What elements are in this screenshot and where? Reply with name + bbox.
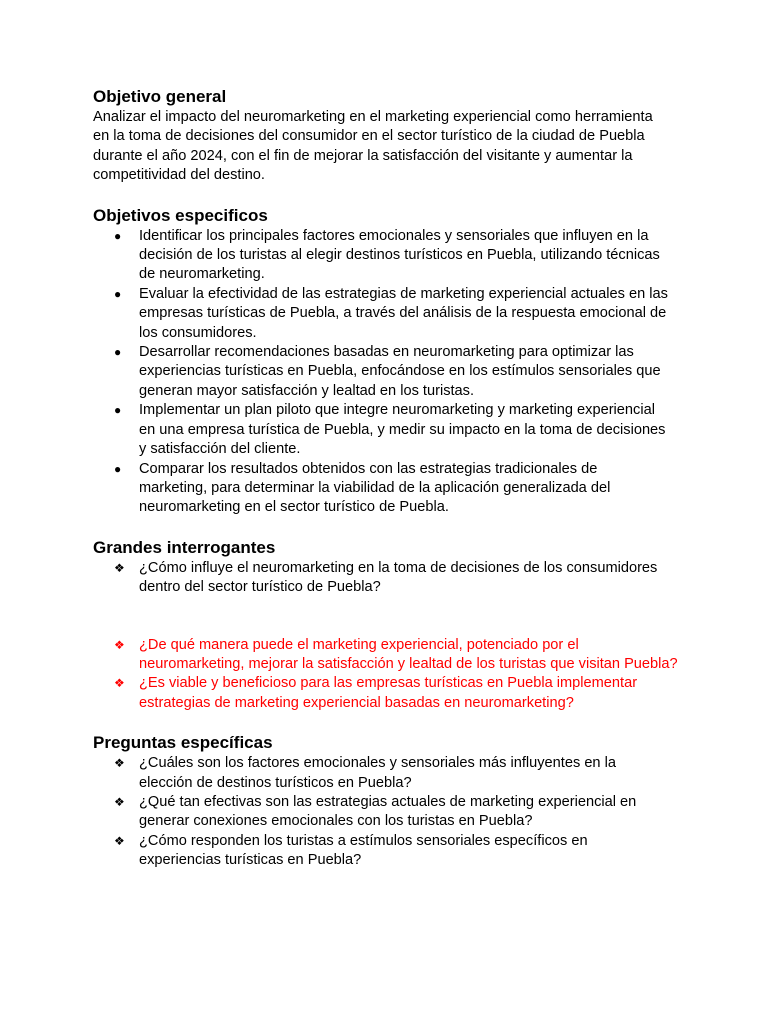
list-item	[93, 832, 669, 871]
big-questions-heading: Grandes interrogantes	[93, 537, 276, 557]
list-item-text: Evaluar la efectividad de las estrategias de marketing experiencial actuales en las empresas turísticas de Puebla, a través del análisis de la respuesta emocional de los consumidores.	[139, 285, 668, 341]
list-item	[93, 460, 669, 518]
list-item-text: ¿Qué tan efectivas son las estrategias actuales de marketing experiencial en generar conexiones emocionales con los turistas en Puebla?	[139, 793, 637, 830]
big-questions-list	[93, 559, 678, 598]
specific-questions-list	[93, 754, 678, 870]
specific-questions-heading: Preguntas específicas	[93, 733, 273, 753]
list-item	[93, 285, 669, 343]
list-item-text: Identificar los principales factores emocionales y sensoriales que influyen en la decisión de los turistas al elegir destinos turísticos en Puebla, utilizando técnicas de neuromarketing.	[139, 227, 660, 283]
diamond-bullet-icon: ❖	[114, 833, 125, 848]
list-item-highlighted	[93, 674, 684, 713]
diamond-bullet-icon: ❖	[114, 756, 125, 771]
diamond-bullet-icon: ❖	[114, 676, 125, 691]
specific-objectives-heading: Objetivos especificos	[93, 205, 268, 225]
big-questions-highlighted-list	[93, 636, 678, 714]
general-objective-section	[93, 86, 678, 186]
list-item	[93, 793, 669, 832]
list-item	[93, 401, 669, 459]
general-objective-text: Analizar el impacto del neuromarketing en el marketing experiencial como herramienta en la toma de decisiones del consumidor en el sector turístico de la ciudad de Puebla durante el año 2024, con el fin de mejorar la satisfacción del visitante y aumentar la competitividad del destino.	[93, 109, 653, 184]
list-item-highlighted	[93, 636, 684, 675]
bullet-dot-icon: ●	[114, 286, 122, 301]
diamond-bullet-icon: ❖	[114, 794, 125, 809]
bullet-dot-icon: ●	[114, 345, 122, 360]
bullet-dot-icon: ●	[114, 461, 122, 476]
list-item-text: Implementar un plan piloto que integre neuromarketing y marketing experiencial en una empresa turística de Puebla, y medir su impacto en la toma de decisiones y satisfacción del cliente.	[139, 402, 666, 458]
list-item-text: ¿Cuáles son los factores emocionales y sensoriales más influyentes en la elección de destinos turísticos en Puebla?	[139, 755, 616, 791]
list-item	[93, 343, 669, 401]
list-item	[93, 559, 669, 598]
diamond-bullet-icon: ❖	[114, 560, 125, 575]
list-item-text: ¿De qué manera puede el marketing experiencial, potenciado por el neuromarketing, mejorar la satisfacción y lealtad de los turistas que visitan Puebla?	[139, 636, 678, 672]
specific-questions-section	[93, 732, 678, 870]
list-item-text: Comparar los resultados obtenidos con las estrategias tradicionales de marketing, para determinar la viabilidad de la aplicación generalizada del neuromarketing en el sector turístico de Puebla.	[139, 460, 611, 516]
list-item-text: Desarrollar recomendaciones basadas en neuromarketing para optimizar las experiencias turísticas en Puebla, enfocándose en los estímulos sensoriales que generan mayor satisfacción y lealtad en los turistas.	[139, 344, 661, 399]
specific-objectives-section	[93, 205, 678, 518]
general-objective-heading: Objetivo general	[93, 87, 227, 106]
specific-objectives-list	[93, 227, 678, 518]
list-item	[93, 754, 669, 793]
list-item-text: ¿Cómo responden los turistas a estímulos sensoriales específicos en experiencias turísticas en Puebla?	[139, 832, 588, 869]
list-item-text: ¿Es viable y beneficioso para las empresas turísticas en Puebla implementar estrategias de marketing experiencial basadas en neuromarketing?	[139, 675, 638, 711]
diamond-bullet-icon: ❖	[114, 637, 125, 652]
document-page	[93, 86, 678, 871]
bullet-dot-icon: ●	[114, 228, 122, 243]
list-item-text: ¿Cómo influye el neuromarketing en la toma de decisiones de los consumidores dentro del sector turístico de Puebla?	[139, 559, 658, 596]
bullet-dot-icon: ●	[114, 403, 122, 418]
big-questions-section	[93, 537, 678, 713]
list-item	[93, 227, 669, 285]
